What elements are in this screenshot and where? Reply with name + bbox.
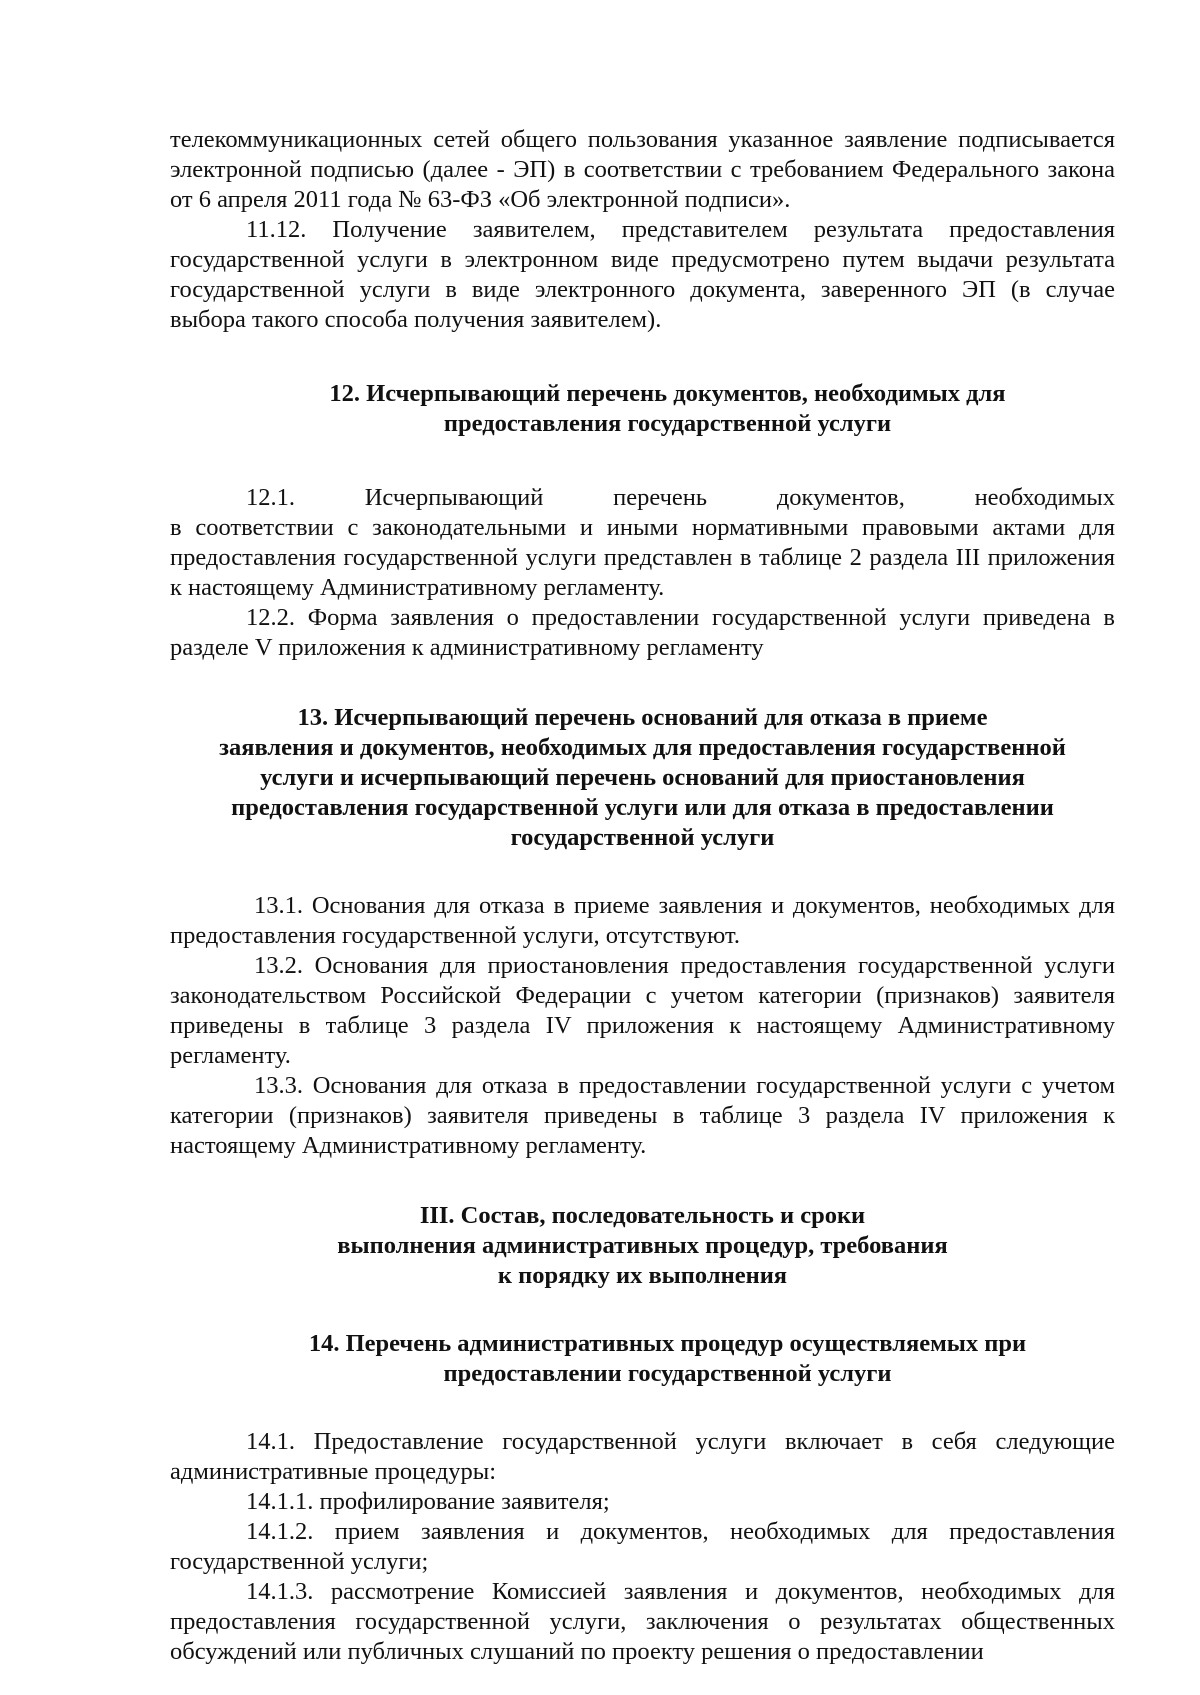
chapter-III-heading bbox=[170, 1201, 1115, 1291]
section-14-heading bbox=[170, 1329, 1115, 1389]
section-13-heading bbox=[170, 703, 1115, 853]
section-13-heading-line-3: услуги и исчерпывающий перечень оснований для приостановления bbox=[260, 764, 1025, 791]
section-14-heading-line-2: предоставлении государственной услуги bbox=[443, 1360, 892, 1387]
section-14-heading-line-1: 14. Перечень административных процедур осуществляемых при bbox=[308, 1330, 1027, 1357]
chapter-III-heading-line-1: III. Состав, последовательность и сроки bbox=[419, 1202, 866, 1229]
paragraph-12-1-first-line: 12.1. Исчерпывающий перечень документов, необходимых bbox=[246, 484, 1115, 511]
paragraph-12-2: 12.2. Форма заявления о предоставлении государственной услуги приведена в разделе V приложения к административному регламенту bbox=[170, 604, 1115, 661]
chapter-III-heading-line-3: к порядку их выполнения bbox=[497, 1262, 788, 1289]
paragraph-14-1-2: 14.1.2. прием заявления и документов, необходимых для предоставления государственной услуги; bbox=[170, 1518, 1115, 1575]
paragraph-14-1-3: 14.1.3. рассмотрение Комиссией заявления и документов, необходимых для предоставления государственной услуги, заключения о результатах общественных обсуждений или публичных слушаний по проекту решения о предоставлении bbox=[170, 1578, 1115, 1665]
document-page bbox=[170, 125, 1115, 1667]
section-12-heading bbox=[170, 379, 1115, 439]
paragraph-13-1: 13.1. Основания для отказа в приеме заявления и документов, необходимых для предоставления государственной услуги, отсутствуют. bbox=[170, 892, 1115, 949]
section-12-heading-line-1: 12. Исчерпывающий перечень документов, необходимых для bbox=[329, 380, 1006, 407]
paragraph-14-1-1: 14.1.1. профилирование заявителя; bbox=[246, 1488, 610, 1515]
section-13-heading-line-2: заявления и документов, необходимых для предоставления государственной bbox=[219, 734, 1066, 761]
paragraph-13-3: 13.3. Основания для отказа в предоставлении государственной услуги с учетом категории (признаков) заявителя приведены в таблице 3 раздела IV приложения к настоящему Административному регламенту. bbox=[170, 1072, 1115, 1159]
paragraph-12-1-rest: в соответствии с законодательными и иными нормативными правовыми актами для предоставления государственной услуги представлен в таблице 2 раздела III приложения к настоящему Административному регламенту. bbox=[170, 514, 1115, 601]
section-13-heading-line-5: государственной услуги bbox=[510, 824, 775, 851]
paragraph-continuation: телекоммуникационных сетей общего пользования указанное заявление подписывается электронной подписью (далее - ЭП) в соответствии с требованием Федерального закона от 6 апреля 2011 года № 63-ФЗ «Об электронной подписи». bbox=[170, 126, 1115, 213]
section-13-heading-line-1: 13. Исчерпывающий перечень оснований для отказа в приеме bbox=[297, 704, 988, 731]
paragraph-14-1: 14.1. Предоставление государственной услуги включает в себя следующие административные процедуры: bbox=[170, 1428, 1115, 1485]
paragraph-13-2: 13.2. Основания для приостановления предоставления государственной услуги законодательством Российской Федерации с учетом категории (признаков) заявителя приведены в таблице 3 раздела IV приложения к настоящему Административному регламенту. bbox=[170, 952, 1115, 1069]
section-12-heading-line-2: предоставления государственной услуги bbox=[443, 410, 892, 437]
chapter-III-heading-line-2: выполнения административных процедур, требования bbox=[337, 1232, 948, 1259]
section-13-heading-line-4: предоставления государственной услуги или для отказа в предоставлении bbox=[231, 794, 1054, 821]
paragraph-11-12: 11.12. Получение заявителем, представителем результата предоставления государственной услуги в электронном виде предусмотрено путем выдачи результата государственной услуги в виде электронного документа, заверенного ЭП (в случае выбора такого способа получения заявителем). bbox=[170, 216, 1115, 333]
